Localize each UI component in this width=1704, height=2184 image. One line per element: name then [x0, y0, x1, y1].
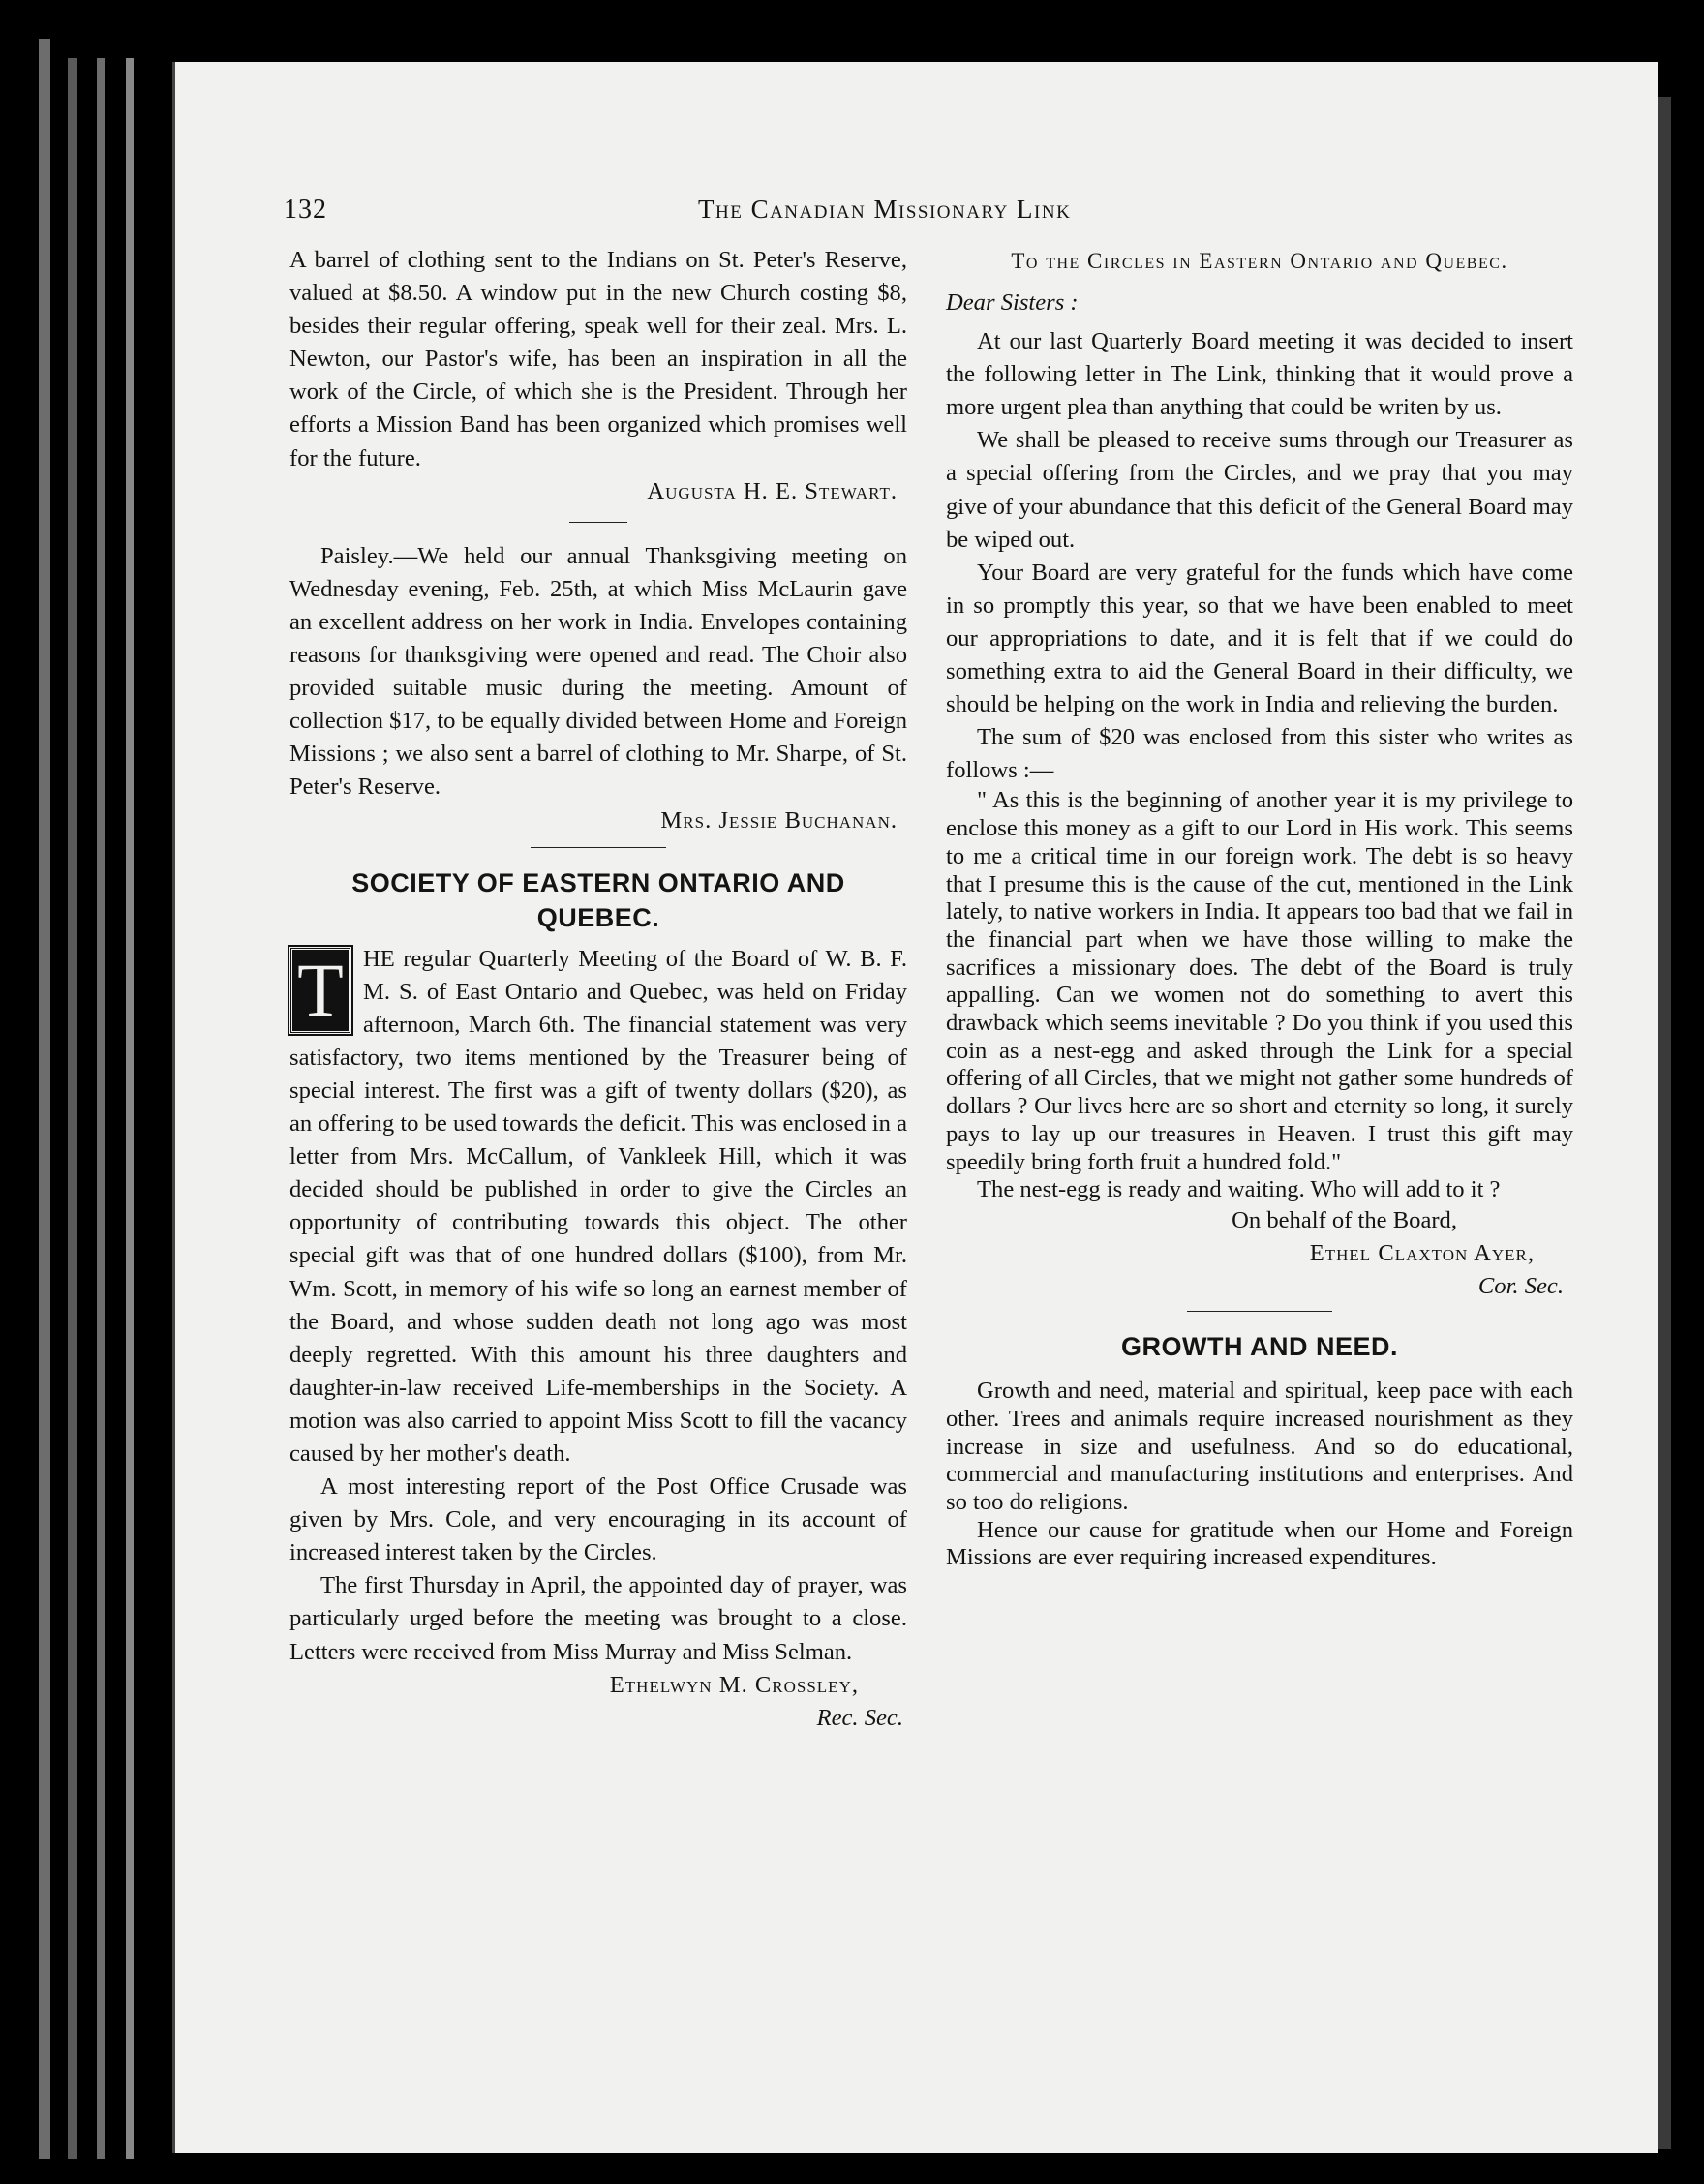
- letter-title: To the Circles in Eastern Ontario and Quebec.: [1011, 249, 1508, 273]
- signature-intro: On behalf of the Board,: [1232, 1206, 1457, 1233]
- left-column: [289, 244, 907, 1735]
- section-heading: GROWTH AND NEED.: [1121, 1332, 1398, 1362]
- page-number: 132: [284, 195, 327, 225]
- divider: [569, 522, 627, 523]
- book-edge: [39, 39, 50, 2159]
- quoted-letter: " As this is the beginning of another year it is my privilege to enclose this money as a gift to our Lord in His work. This seems to me a critical time in our foreign work. The debt is so heavy that I presume this is the cause of the cut, mentioned in the Link lately, to native workers in India. It appears too bad that we fail in the financial part when we have those willing to make the sacrifices a missionary does. The debt of the Board is truly appalling. Can we women not do something to avert this drawback which seems inevitable ? Do you think if you used this coin as a nest-egg and asked through the Link for a special offering of all Circles, that we might not gather some hundreds of dollars ? Our lives here are so short and eternity so long, it surely pays to lay up our treasures in Heaven. I trust this gift may speedily bring forth fruit a hundred fold.": [946, 787, 1573, 1175]
- book-edge: [68, 58, 77, 2159]
- book-edge: [1658, 97, 1671, 2149]
- paragraph: The nest-egg is ready and waiting. Who will add to it ?: [977, 1176, 1501, 1203]
- running-title: The Canadian Missionary Link: [698, 195, 1072, 224]
- paragraph: The sum of $20 was enclosed from this sister who writes as follows :—: [946, 724, 1573, 784]
- book-edge: [97, 58, 105, 2159]
- divider: [1187, 1311, 1332, 1312]
- book-edge: [126, 58, 134, 2159]
- paragraph: Paisley.—We held our annual Thanksgiving meeting on Wednesday evening, Feb. 25th, at which Miss McLaurin gave an excellent address on her work in India. Envelopes containing reasons for thanksgiving were opened and read. The Choir also provided suitable music during the meeting. Amount of collection $17, to be equally divided between Home and Foreign Missions ; we also sent a barrel of clothing to Mr. Sharpe, of St. Peter's Reserve.: [289, 542, 907, 801]
- salutation: Dear Sisters :: [946, 289, 1079, 316]
- drop-cap: T: [289, 947, 351, 1034]
- paragraph: Growth and need, material and spiritual, keep pace with each other. Trees and animals require increased nourishment as they increase in size and usefulness. And so do educational, commercial and manufacturing institutions and enterprises. And so too do religions.: [946, 1378, 1573, 1516]
- signature: Mrs. Jessie Buchanan.: [660, 806, 898, 834]
- signature: Ethelwyn M. Crossley,: [609, 1671, 859, 1698]
- paragraph: The first Thursday in April, the appointed day of prayer, was particularly urged before the meeting was brought to a close. Letters were received from Miss Murray and Miss Selman.: [289, 1572, 907, 1665]
- paragraph: HE regular Quarterly Meeting of the Board of W. B. F. M. S. of East Ontario and Quebec, was held on Friday afternoon, March 6th. The financial statement was very satisfactory, two items mentioned by the Treasurer being of special interest. The first was a gift of twenty dollars ($20), as an offering to be used towards the deficit. This was enclosed in a letter from Mrs. McCallum, of Vankleek Hill, which it was decided should be published in order to give the Circles an opportunity of contributing towards this object. The other special gift was that of one hundred dollars ($100), from Mr. Wm. Scott, in memory of his wife so long an earnest member of the Board, and whose sudden death not long ago was most deeply regretted. With this amount his three daughters and daughter-in-law received Life-memberships in the Society. A motion was also carried to appoint Miss Scott to fill the vacancy caused by her mother's death.: [289, 945, 907, 1467]
- book-page: [172, 62, 1658, 2153]
- signature: Augusta H. E. Stewart.: [647, 477, 898, 504]
- divider: [531, 847, 666, 848]
- signature: Ethel Claxton Ayer,: [1309, 1240, 1535, 1267]
- paragraph: At our last Quarterly Board meeting it was decided to insert the following letter in The Link, thinking that it would prove a more urgent plea than anything that could be writen by us.: [946, 328, 1573, 421]
- paragraph: We shall be pleased to receive sums through our Treasurer as a special offering from the Circles, and we pray that you may give of your abundance that this deficit of the General Board may be wiped out.: [946, 427, 1573, 553]
- paragraph: A barrel of clothing sent to the Indians on St. Peter's Reserve, valued at $8.50. A window put in the new Church costing $8, besides their regular offering, speak well for their zeal. Mrs. L. Newton, our Pastor's wife, has been an inspiration in all the work of the Circle, of which she is the President. Through her efforts a Mission Band has been organized which promises well for the future.: [289, 247, 907, 471]
- paragraph: Your Board are very grateful for the funds which have come in so promptly this year, so that we have been enabled to meet our appropriations to date, and it is felt that if we could do something extra to aid the General Board in their difficulty, we should be helping on the work in India and relieving the burden.: [946, 559, 1573, 718]
- signature-title: Cor. Sec.: [1477, 1273, 1564, 1300]
- paragraph: A most interesting report of the Post Office Crusade was given by Mrs. Cole, and very encouraging in its account of increased interest taken by the Circles.: [289, 1473, 907, 1566]
- right-column: [946, 244, 1573, 1572]
- signature-title: Rec. Sec.: [816, 1704, 903, 1731]
- paragraph: Hence our cause for gratitude when our Home and Foreign Missions are ever requiring increased expenditures.: [946, 1516, 1573, 1571]
- section-heading: SOCIETY OF EASTERN ONTARIO AND QUEBEC.: [351, 867, 845, 932]
- article-body: [289, 943, 907, 1735]
